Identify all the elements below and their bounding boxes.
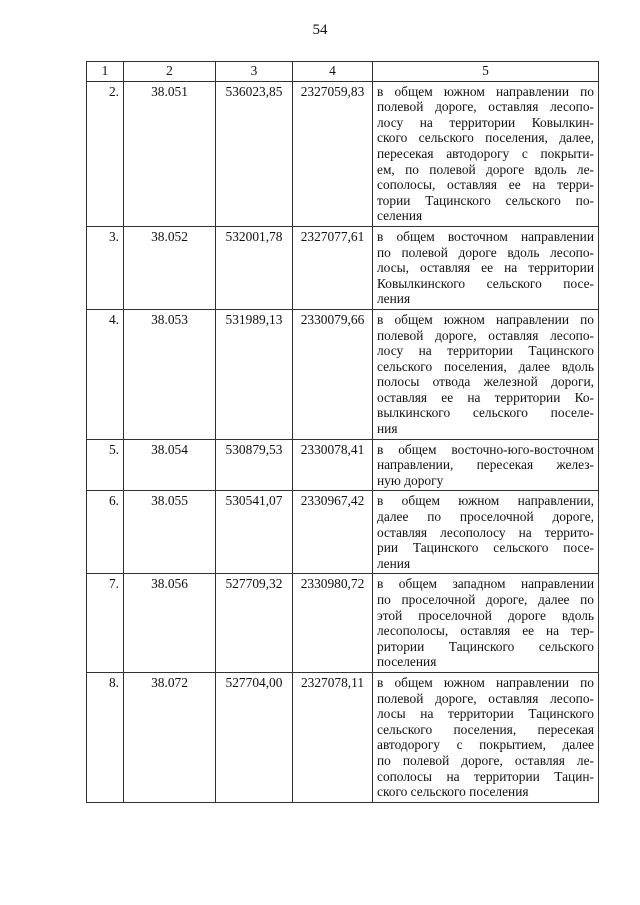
description-line: по полевой дороге вдоль лесопо-: [377, 244, 594, 260]
header-cell-3: 3: [216, 62, 293, 82]
row-number-cell: 6.: [87, 491, 124, 574]
page-number: 54: [312, 22, 328, 38]
header-cell-5: 5: [373, 62, 599, 82]
table-row: [87, 672, 599, 802]
description-line: ем, по полевой дороге вдоль ле-: [377, 161, 594, 177]
description-line: в общем южном направлении,: [377, 493, 594, 509]
description-line: этой проселочной дороге вдоль: [377, 607, 594, 623]
row-number-cell: 3.: [87, 226, 124, 309]
table-row: [87, 439, 599, 491]
description-line: вылкинского сельского поселе-: [377, 405, 594, 421]
x-coordinate-cell: 532001,78: [216, 226, 293, 309]
point-code-cell: 38.053: [124, 309, 216, 439]
description-line: направлении, пересекая желез-: [377, 457, 594, 473]
description-cell: [373, 81, 599, 226]
header-cell-2: 2: [124, 62, 216, 82]
description-line: по проселочной дороге, далее по: [377, 592, 594, 607]
point-code-cell: 38.051: [124, 81, 216, 226]
y-coordinate-cell: 2330967,42: [293, 491, 373, 574]
table-row: [87, 574, 599, 673]
description-cell: [373, 491, 599, 574]
description-line: по полевой дороге, оставляя ле-: [377, 752, 594, 768]
description-line: оставляя ее на территории Ко-: [377, 389, 594, 405]
description-line: сельского поселения, пересекая: [377, 721, 594, 737]
point-code-cell: 38.055: [124, 491, 216, 574]
description-line: ния: [377, 421, 398, 437]
description-line: сополосы, оставляя ее на терри-: [377, 177, 594, 193]
description-line: ского сельского поселения, далее,: [377, 130, 594, 146]
description-line: сельского поселения, далее вдоль: [377, 358, 594, 374]
description-line: поселения: [377, 654, 437, 670]
description-cell: [373, 574, 599, 673]
description-line: рии Тацинского сельского посе-: [377, 540, 594, 556]
table-row: [87, 309, 599, 439]
description-line: в общем южном направлении по: [377, 311, 594, 327]
description-line: лосы на территории Тацинского: [377, 706, 594, 722]
y-coordinate-cell: 2330078,41: [293, 439, 373, 491]
row-number-cell: 2.: [87, 81, 124, 226]
description-line: в общем восточном направлении: [377, 228, 594, 244]
x-coordinate-cell: 527704,00: [216, 672, 293, 802]
description-line: селения: [377, 208, 423, 224]
description-line: в общем западном направлении: [377, 576, 594, 592]
y-coordinate-cell: 2327059,83: [293, 81, 373, 226]
description-line: полевой дороге, оставляя лесопо-: [377, 690, 594, 706]
description-line: Ковылкинского сельского посе-: [377, 275, 594, 291]
point-code-cell: 38.054: [124, 439, 216, 491]
description-line: ную дорогу: [377, 472, 444, 488]
description-cell: [373, 672, 599, 802]
table-row: [87, 81, 599, 226]
boundary-table: [86, 61, 599, 803]
y-coordinate-cell: 2327077,61: [293, 226, 373, 309]
description-line: тории Тацинского сельского по-: [377, 192, 594, 208]
header-row: [87, 62, 599, 82]
point-code-cell: 38.072: [124, 672, 216, 802]
description-line: оставляя лесополосу на террито-: [377, 524, 594, 540]
row-number-cell: 8.: [87, 672, 124, 802]
row-number-cell: 7.: [87, 574, 124, 673]
description-cell: [373, 226, 599, 309]
description-line: лосы, оставляя ее на территории: [377, 260, 594, 276]
description-line: лосу на территории Ковылкин-: [377, 114, 594, 130]
description-line: пересекая автодорогу с покрыти-: [377, 145, 594, 161]
table-row: [87, 226, 599, 309]
y-coordinate-cell: 2330980,72: [293, 574, 373, 673]
header-cell-4: 4: [293, 62, 373, 82]
description-line: далее по проселочной дороге,: [377, 509, 594, 525]
row-number-cell: 4.: [87, 309, 124, 439]
description-line: полевой дороге, оставляя лесопо-: [377, 99, 594, 115]
description-line: в общем южном направлении по: [377, 674, 594, 690]
description-line: лосу на территории Тацинского: [377, 343, 594, 359]
y-coordinate-cell: 2327078,11: [293, 672, 373, 802]
description-line: в общем южном направлении по: [377, 83, 594, 99]
x-coordinate-cell: 536023,85: [216, 81, 293, 226]
x-coordinate-cell: 530541,07: [216, 491, 293, 574]
point-code-cell: 38.056: [124, 574, 216, 673]
description-line: ления: [377, 291, 411, 307]
table-row: [87, 491, 599, 574]
description-line: полосы отвода железной дороги,: [377, 374, 594, 390]
description-line: лесополосы, оставляя ее на тер-: [377, 623, 594, 639]
table-body: [87, 81, 599, 802]
description-line: полевой дороге, оставляя лесопо-: [377, 327, 594, 343]
description-line: в общем восточно-юго-восточном: [377, 441, 594, 457]
description-line: автодорогу с покрытием, далее: [377, 737, 594, 753]
description-cell: [373, 309, 599, 439]
x-coordinate-cell: 530879,53: [216, 439, 293, 491]
row-number-cell: 5.: [87, 439, 124, 491]
x-coordinate-cell: 527709,32: [216, 574, 293, 673]
header-cell-1: 1: [87, 62, 124, 82]
x-coordinate-cell: 531989,13: [216, 309, 293, 439]
description-line: сополосы на территории Тацин-: [377, 768, 594, 784]
description-line: ского сельского поселения: [377, 784, 529, 800]
y-coordinate-cell: 2330079,66: [293, 309, 373, 439]
point-code-cell: 38.052: [124, 226, 216, 309]
description-line: ритории Тацинского сельского: [377, 638, 594, 654]
description-cell: [373, 439, 599, 491]
description-line: ления: [377, 555, 411, 571]
